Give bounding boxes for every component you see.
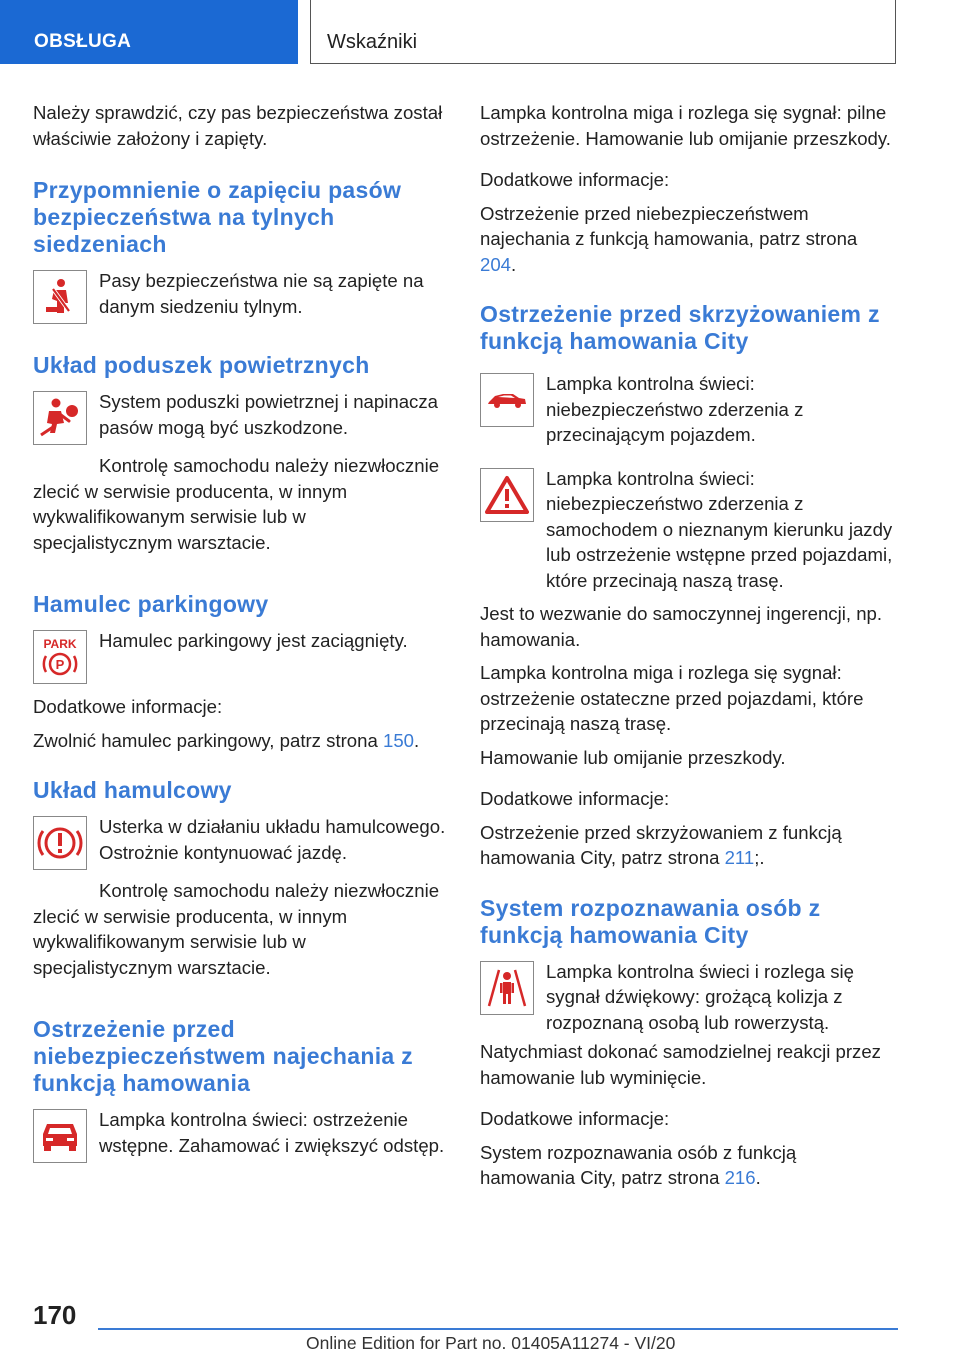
collision-cont-ref xyxy=(480,201,896,278)
crossing-text-3: Jest to wezwanie do samoczynnej ingerencji, np. hamowania. xyxy=(480,603,883,650)
left-column xyxy=(33,100,449,1167)
triangle-warning-icon xyxy=(480,468,534,522)
park-brake-icon xyxy=(33,630,87,684)
crossing-page-link[interactable]: 211 xyxy=(724,847,755,868)
crossing-text-1: Lampka kontrolna świeci: niebezpieczeństwo zderzenia z przecinającym pojazdem. xyxy=(546,373,804,445)
parking-brake-ref xyxy=(33,728,449,754)
crossing-ref-text: Ostrzeżenie przed skrzyżowaniem z funkcją hamowania City, patrz strona xyxy=(480,821,842,868)
airbag-block xyxy=(33,389,449,449)
crossing-text-2: Lampka kontrolna świeci: niebezpieczeństwo zderzenia z samochodem o nieznanym kierunku jazdy lub ostrzeżenie wstępne przed pojazdami, które przecinają naszą trasę. xyxy=(546,467,893,591)
brake-system-text-2: Kontrolę samochodu należy niezwłocznie zlecić w serwisie producenta, w innym wykwalifikowanym serwisie lub w specjalistycznym warsztacie. xyxy=(33,880,440,978)
parking-brake-page-link[interactable]: 150 xyxy=(383,729,415,751)
pedestrian-heading: System rozpoznawania osób z funkcją hamowania City xyxy=(480,894,821,948)
collision-warning-heading: Ostrzeżenie przed niebezpieczeństwem najechania z funkcją hamowania xyxy=(33,1016,413,1096)
seatbelt-icon xyxy=(33,270,87,324)
car-side-icon xyxy=(480,373,534,427)
pedestrian-ref-end: . xyxy=(755,1167,761,1188)
crossing-block-2 xyxy=(480,466,896,594)
collision-warning-text: Lampka kontrolna świeci: ostrzeżenie wstępne. Zahamować i zwiększyć odstęp. xyxy=(99,1109,445,1156)
parking-brake-more: Dodatkowe informacje: xyxy=(33,696,223,717)
pedestrian-ref xyxy=(480,1140,896,1191)
brake-system-block xyxy=(33,814,449,874)
chapter-tab: Wskaźniki xyxy=(310,0,896,64)
park-icon-label: PARK xyxy=(43,637,77,651)
brake-system-text-1: Usterka w działaniu układu hamulcowego. Ostrożnie kontynuować jazdę. xyxy=(99,816,446,863)
parking-brake-text: Hamulec parkingowy jest zaciągnięty. xyxy=(99,630,408,651)
footer-edition: Online Edition for Part no. 01405A11274 - VI/20 xyxy=(306,1333,676,1353)
pedestrian-text-1: Lampka kontrolna świeci i rozlega się sygnał dźwiękowy: grożącą kolizja z rozpoznaną osobą lub rowerzystą. xyxy=(546,960,854,1033)
airbag-text-2: Kontrolę samochodu należy niezwłocznie zlecić w serwisie producenta, w innym wykwalifikowanym serwisie lub w specjalistycznym warsztacie. xyxy=(33,455,440,553)
pedestrian-block xyxy=(480,959,896,1036)
collision-cont-text: Lampka kontrolna miga i rozlega się sygnał: pilne ostrzeżenie. Hamowanie lub omijanie przeszkody. xyxy=(480,102,891,149)
section-tab: OBSŁUGA xyxy=(0,0,298,64)
parking-brake-ref-text: Zwolnić hamulec parkingowy, patrz strona xyxy=(33,729,383,751)
collision-cont-ref-end: . xyxy=(511,253,517,275)
footer-divider xyxy=(98,1328,898,1330)
pedestrian-text-2: Natychmiast dokonać samodzielnej reakcji przez hamowanie lub wyminięcie. xyxy=(480,1041,881,1088)
airbag-heading: Układ poduszek powietrznych xyxy=(33,352,370,378)
crossing-text-4: Lampka kontrolna miga i rozlega się sygnał: ostrzeżenie ostateczne przed pojazdami, które przecinają naszą trasę. xyxy=(480,662,864,734)
pedestrian-ref-text: System rozpoznawania osób z funkcją hamowania City, patrz strona xyxy=(480,1141,797,1188)
brake-system-heading: Układ hamulcowy xyxy=(33,777,232,803)
svg-text:P: P xyxy=(55,657,65,672)
parking-brake-heading: Hamulec parkingowy xyxy=(33,591,269,617)
parking-brake-block xyxy=(33,628,449,688)
crossing-more: Dodatkowe informacje: xyxy=(480,788,670,809)
page-number: 170 xyxy=(33,1300,77,1330)
rear-belts-text: Pasy bezpieczeństwa nie są zapięte na danym siedzeniu tylnym. xyxy=(99,270,424,317)
pedestrian-icon xyxy=(480,961,534,1015)
collision-warning-block xyxy=(33,1107,449,1167)
airbag-icon xyxy=(33,391,87,445)
crossing-block-1 xyxy=(480,371,896,448)
rear-belts-heading: Przypomnienie o zapięciu pasów bezpieczeństwa na tylnych siedzeniach xyxy=(33,177,402,257)
collision-page-link[interactable]: 204 xyxy=(480,253,512,275)
pedestrian-more: Dodatkowe informacje: xyxy=(480,1108,670,1129)
collision-cont-more: Dodatkowe informacje: xyxy=(480,169,670,190)
crossing-text-5: Hamowanie lub omijanie przeszkody. xyxy=(480,746,786,768)
intro-paragraph: Należy sprawdzić, czy pas bezpieczeństwa został właściwie założony i zapięty. xyxy=(33,102,443,149)
airbag-text-1: System poduszki powietrznej i napinacza pasów mogą być uszkodzone. xyxy=(99,391,438,438)
parking-brake-ref-end: . xyxy=(414,729,420,751)
pedestrian-page-link[interactable]: 216 xyxy=(724,1167,756,1188)
rear-belts-block xyxy=(33,268,449,328)
car-front-warning-icon xyxy=(33,1109,87,1163)
crossing-ref-end: ;. xyxy=(754,847,765,868)
right-column xyxy=(480,100,896,1191)
collision-cont-ref-text: Ostrzeżenie przed niebezpieczeństwem najechania z funkcją hamowania, patrz strona xyxy=(480,202,858,249)
crossing-ref xyxy=(480,820,896,871)
crossing-heading: Ostrzeżenie przed skrzyżowaniem z funkcją hamowania City xyxy=(480,301,880,354)
brake-warning-icon xyxy=(33,816,87,870)
